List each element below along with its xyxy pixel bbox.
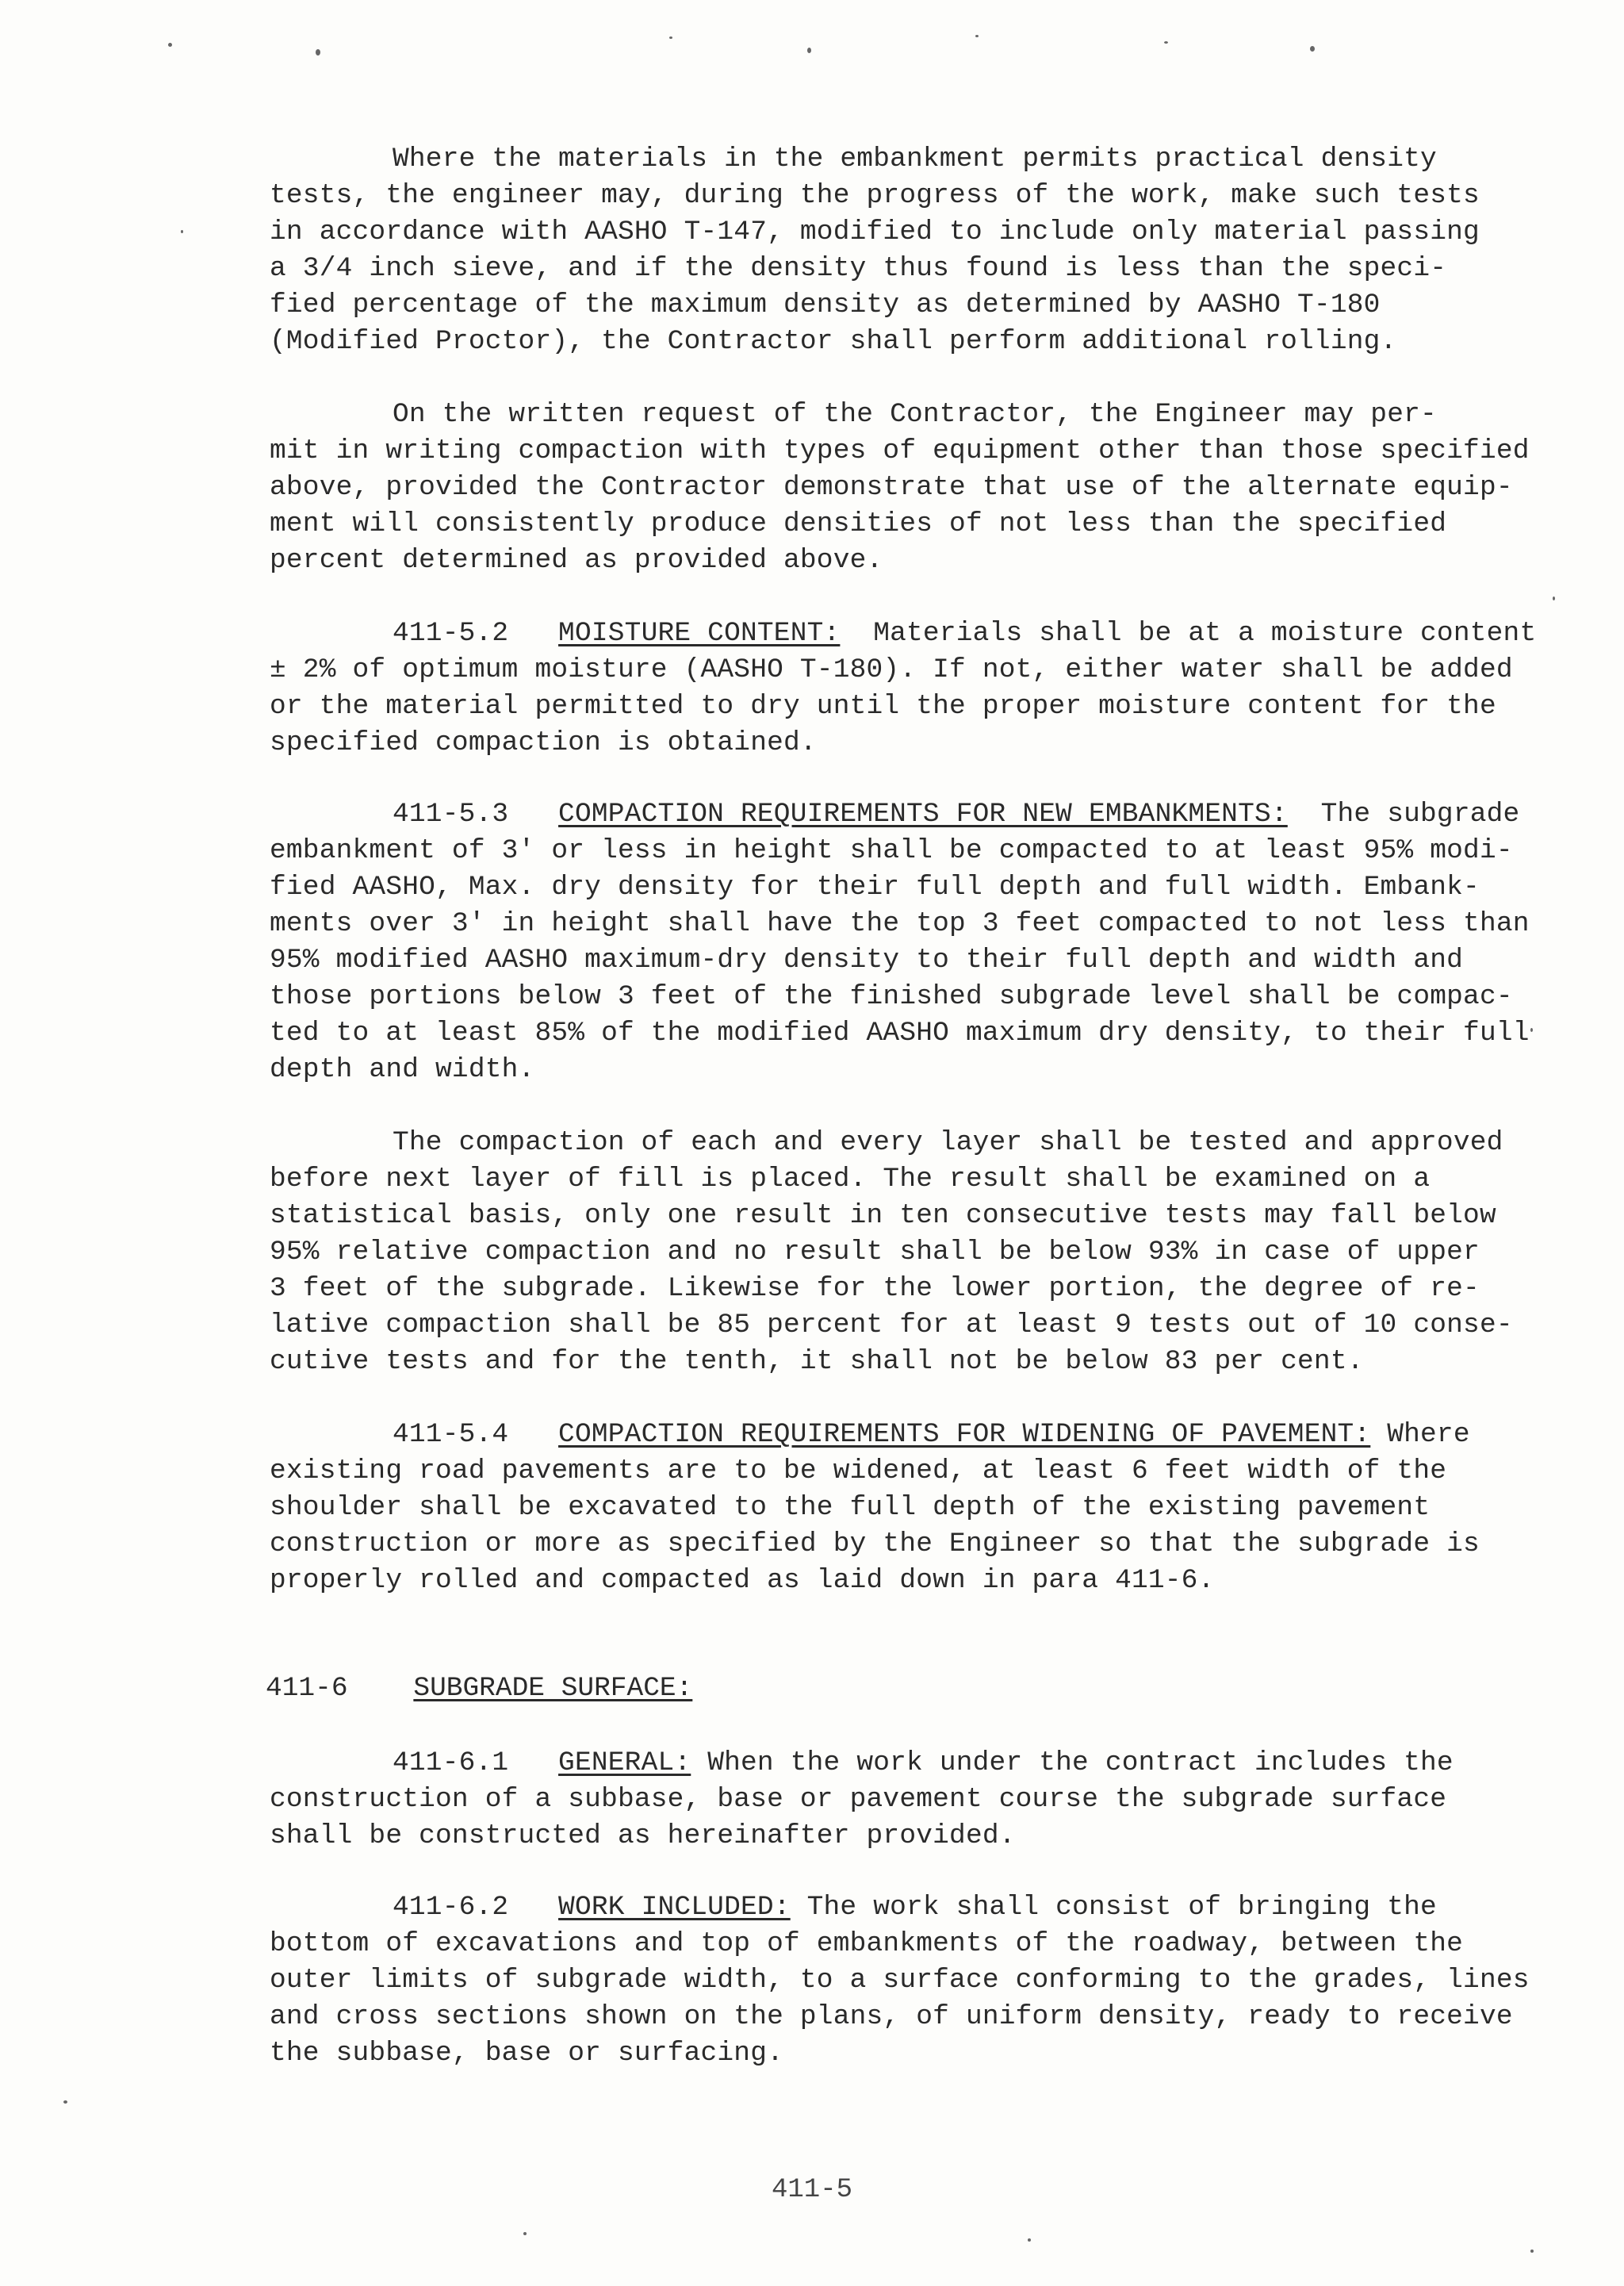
text-line: above, provided the Contractor demonstrate that use of the alternate equip- — [270, 472, 1513, 503]
scan-speck — [63, 2100, 67, 2104]
text-line: those portions below 3 feet of the finished subgrade level shall be compac- — [270, 981, 1513, 1012]
subsection-first-line — [270, 796, 1546, 833]
text-line: percent determined as provided above. — [270, 545, 883, 576]
text-line: shoulder shall be excavated to the full depth of the existing pavement — [270, 1492, 1431, 1523]
scan-speck — [975, 35, 979, 37]
text-line: shall be constructed as hereinafter provided. — [270, 1820, 1016, 1851]
text-run: The subgrade — [1320, 799, 1520, 830]
section-heading-411-6 — [266, 1670, 692, 1707]
text-line: ted to at least 85% of the modified AASHO maximum dry density, to their full — [270, 1018, 1530, 1049]
text-line: On the written request of the Contractor, the Engineer may per- — [393, 399, 1437, 430]
text-line: outer limits of subgrade width, to a surface conforming to the grades, lines — [270, 1965, 1530, 1996]
subsection-first-line — [270, 616, 1546, 652]
text-line: specified compaction is obtained. — [270, 727, 817, 758]
text-line: fied percentage of the maximum density as determined by AASHO T-180 — [270, 290, 1381, 320]
text-line: tests, the engineer may, during the progress of the work, make such tests — [270, 180, 1480, 211]
scan-speck — [523, 2232, 527, 2235]
scan-speck — [1164, 41, 1168, 44]
text-line: bottom of excavations and top of embankments of the roadway, between the — [270, 1928, 1464, 1959]
subsection-411-5-3 — [270, 796, 1546, 1088]
text-line: Where the materials in the embankment permits practical density — [393, 144, 1437, 175]
text-line: lative compaction shall be 85 percent for at least 9 tests out of 10 conse- — [270, 1310, 1513, 1341]
text-line: before next layer of fill is placed. The result shall be examined on a — [270, 1164, 1431, 1195]
text-line: construction or more as specified by the Engineer so that the subgrade is — [270, 1528, 1480, 1559]
text-line: and cross sections shown on the plans, of uniform density, ready to receive — [270, 2001, 1513, 2032]
scan-speck — [1530, 1028, 1533, 1032]
text-line: The compaction of each and every layer shall be tested and approved — [393, 1127, 1503, 1158]
scan-speck — [669, 36, 672, 39]
text-line: the subbase, base or surfacing. — [270, 2038, 784, 2069]
scan-speck — [168, 43, 172, 47]
text-line: depth and width. — [270, 1054, 535, 1085]
text-run: Where — [1387, 1419, 1470, 1450]
scan-speck — [181, 230, 183, 233]
subsection-411-6-1 — [270, 1745, 1546, 1854]
subsection-first-line — [270, 1889, 1546, 1926]
text-line: 95% modified AASHO maximum-dry density to their full depth and width and — [270, 945, 1464, 976]
page-number: 411-5 — [771, 2175, 853, 2205]
text-line: properly rolled and compacted as laid down in para 411-6. — [270, 1565, 1215, 1596]
text-run: The work shall consist of bringing the — [806, 1892, 1437, 1923]
subsection-411-6-2 — [270, 1889, 1546, 2072]
text-line: ment will consistently produce densities of not less than the specified — [270, 508, 1447, 539]
paragraph-density-tests — [270, 141, 1546, 360]
text-line: statistical basis, only one result in ten consecutive tests may fall below — [270, 1200, 1496, 1231]
subsection-number: 411-5.4 — [393, 1419, 509, 1450]
subsection-heading: MOISTURE CONTENT: — [558, 618, 841, 649]
subsection-number: 411-5.2 — [393, 618, 509, 649]
subsection-heading: WORK INCLUDED: — [558, 1892, 791, 1923]
subsection-heading: GENERAL: — [558, 1747, 691, 1778]
subsection-heading: COMPACTION REQUIREMENTS FOR WIDENING OF PAVEMENT: — [558, 1419, 1371, 1450]
scan-speck — [1553, 596, 1555, 600]
text-line: 3 feet of the subgrade. Likewise for the lower portion, the degree of re- — [270, 1273, 1480, 1304]
subsection-number: 411-6.2 — [393, 1892, 509, 1923]
text-run: When the work under the contract includes the — [707, 1747, 1454, 1778]
subsection-411-5-4 — [270, 1417, 1546, 1599]
text-line: or the material permitted to dry until the proper moisture content for the — [270, 691, 1496, 722]
scan-speck — [1530, 2250, 1534, 2253]
subsection-number: 411-5.3 — [393, 799, 509, 830]
text-line: 95% relative compaction and no result shall be below 93% in case of upper — [270, 1237, 1480, 1268]
text-line: ments over 3' in height shall have the top 3 feet compacted to not less than — [270, 908, 1530, 939]
section-number: 411-6 — [266, 1673, 348, 1704]
subsection-411-5-2 — [270, 616, 1546, 761]
text-line: in accordance with AASHO T-147, modified to include only material passing — [270, 217, 1480, 247]
paragraph-alternate-equipment — [270, 397, 1546, 579]
subsection-first-line — [270, 1417, 1546, 1453]
text-run: Materials shall be at a moisture content — [873, 618, 1537, 649]
text-line: mit in writing compaction with types of equipment other than those specified — [270, 435, 1530, 466]
scan-speck — [1028, 2238, 1031, 2242]
text-line: construction of a subbase, base or pavement course the subgrade surface — [270, 1784, 1447, 1815]
scan-speck — [807, 48, 811, 53]
section-title: SUBGRADE SURFACE: — [413, 1673, 693, 1704]
paragraph-compaction-testing — [270, 1125, 1546, 1380]
text-line: a 3/4 inch sieve, and if the density thus found is less than the speci- — [270, 253, 1447, 284]
subsection-number: 411-6.1 — [393, 1747, 509, 1778]
text-line: ± 2% of optimum moisture (AASHO T-180). If not, either water shall be added — [270, 654, 1513, 685]
text-line: fied AASHO, Max. dry density for their full depth and full width. Embank- — [270, 872, 1480, 903]
text-line: (Modified Proctor), the Contractor shall perform additional rolling. — [270, 326, 1397, 357]
scan-speck — [1310, 46, 1315, 52]
subsection-heading: COMPACTION REQUIREMENTS FOR NEW EMBANKMENTS: — [558, 799, 1288, 830]
text-line: existing road pavements are to be widened, at least 6 feet width of the — [270, 1456, 1447, 1486]
text-line: cutive tests and for the tenth, it shall not be below 83 per cent. — [270, 1346, 1364, 1377]
scan-speck — [316, 49, 320, 56]
subsection-first-line — [270, 1745, 1546, 1782]
text-line: embankment of 3' or less in height shall be compacted to at least 95% modi- — [270, 835, 1513, 866]
